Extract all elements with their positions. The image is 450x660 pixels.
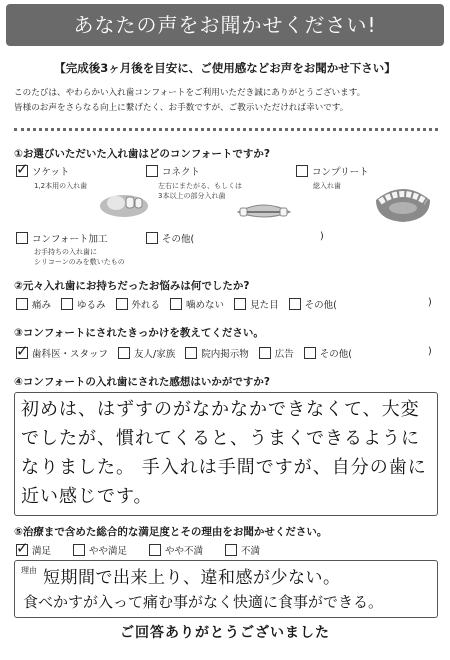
- checkbox[interactable]: [170, 298, 182, 310]
- option-label: 外れる: [131, 300, 161, 311]
- q4-answer-box[interactable]: [14, 392, 438, 516]
- reason-line: 食べかすが入って痛む事がなく快適に食事ができる。: [23, 593, 384, 611]
- checkbox[interactable]: [149, 544, 161, 556]
- dotted-divider: [14, 128, 438, 131]
- answer-line: 近い感じです。: [21, 486, 153, 507]
- checkbox[interactable]: [185, 347, 197, 359]
- checkbox[interactable]: [73, 544, 85, 556]
- option-note: 1,2本用の入れ歯: [34, 182, 88, 190]
- intro-text: [14, 86, 442, 116]
- q1-option-complete[interactable]: [296, 164, 369, 178]
- option-label: その他(: [162, 234, 195, 245]
- option-label: コンフォート加工: [32, 234, 108, 245]
- q3-option[interactable]: [259, 346, 294, 360]
- checkbox-checked[interactable]: [16, 347, 28, 359]
- q5-option[interactable]: [149, 543, 203, 557]
- option-label: やや満足: [89, 546, 128, 557]
- option-label: その他(: [319, 349, 352, 360]
- checkbox[interactable]: [296, 165, 308, 177]
- other-close-paren: ): [320, 231, 324, 242]
- checkbox[interactable]: [116, 298, 128, 310]
- option-label: 見た目: [250, 300, 279, 311]
- option-label: 歯科医・スタッフ: [32, 349, 109, 360]
- option-label: 満足: [32, 546, 52, 557]
- intro-line: 皆様のお声をさらなる向上に繋げたく、お手数ですが、ご教示いただければ幸いです。: [14, 103, 349, 113]
- reason-line: 短期間で出来上り、違和感が少ない。: [43, 568, 341, 588]
- checkbox[interactable]: [304, 347, 316, 359]
- checkbox[interactable]: [146, 232, 158, 244]
- q3-option[interactable]: [185, 346, 249, 360]
- option-label: コネクト: [162, 167, 201, 178]
- checkbox[interactable]: [16, 232, 28, 244]
- checkbox-checked[interactable]: [16, 165, 28, 177]
- footer-thanks: ご回答ありがとうございました: [120, 625, 330, 641]
- q3-option[interactable]: [16, 346, 108, 360]
- option-note: 左右にまたがる、もしくは 3本以上の部分入れ歯: [158, 182, 242, 200]
- checkbox[interactable]: [118, 347, 130, 359]
- q1-title: ①お選びいただいた入れ歯はどのコンフォートですか?: [14, 148, 270, 160]
- q2-options: [16, 297, 337, 311]
- page-header: [6, 4, 444, 46]
- q2-option[interactable]: [234, 297, 279, 311]
- q2-option[interactable]: [116, 297, 161, 311]
- checkbox[interactable]: [146, 165, 158, 177]
- q5-option[interactable]: [225, 543, 260, 557]
- answer-line: 初めは、はずすのがなかなかできなくて、大変: [21, 399, 420, 420]
- q5-options: [16, 543, 260, 557]
- option-label: 友人/家族: [134, 349, 176, 360]
- intro-line: このたびは、やわらかい入れ歯コンフォートをご利用いただき誠にありがとうございます。: [14, 88, 366, 98]
- q3-option[interactable]: [118, 346, 175, 360]
- checkbox[interactable]: [225, 544, 237, 556]
- connect-denture-image: [232, 196, 296, 226]
- subheading: 【完成後3ヶ月後を目安に、ご使用感などお声をお聞かせ下さい】: [54, 61, 396, 75]
- q3-options: [16, 346, 352, 360]
- q2-option[interactable]: [170, 297, 224, 311]
- q5-option[interactable]: [16, 543, 51, 557]
- option-label: コンプリート: [312, 167, 369, 178]
- option-note: 総入れ歯: [313, 182, 341, 190]
- page-title: あなたの声をお聞かせください!: [73, 13, 377, 37]
- q3-title: ③コンフォートにされたきっかけを教えてください。: [14, 327, 264, 339]
- partial-denture-image: [96, 186, 152, 220]
- option-label: 噛めない: [186, 300, 225, 311]
- q1-option-other[interactable]: [146, 231, 194, 245]
- option-label: 痛み: [32, 300, 52, 311]
- q5-option[interactable]: [73, 543, 127, 557]
- q1-option-connect[interactable]: [146, 164, 200, 178]
- answer-line: でしたが、慣れてくると、うまくできるように: [21, 428, 420, 449]
- complete-denture-image: [370, 176, 436, 226]
- other-close-paren: ): [428, 297, 432, 308]
- checkbox[interactable]: [16, 298, 28, 310]
- q5-title: ⑤治療まで含めた総合的な満足度とその理由をお聞かせください。: [14, 526, 328, 538]
- option-label: ソケット: [32, 167, 70, 178]
- checkbox[interactable]: [234, 298, 246, 310]
- option-label: やや不満: [165, 546, 204, 557]
- checkbox[interactable]: [259, 347, 271, 359]
- option-label: その他(: [304, 300, 337, 311]
- q2-option[interactable]: [16, 297, 51, 311]
- q1-option-comfort-processing[interactable]: [16, 231, 108, 245]
- other-close-paren: ): [428, 346, 432, 357]
- checkbox[interactable]: [61, 298, 73, 310]
- option-note: お手持ちの入れ歯に シリコーンのみを敷いたもの: [34, 248, 125, 266]
- q2-title: ②元々入れ歯にお持ちだったお悩みは何でしたか?: [14, 280, 250, 292]
- option-label: 院内掲示物: [201, 349, 249, 360]
- q2-option-other[interactable]: [289, 297, 337, 311]
- answer-line: なりました。 手入れは手間ですが、自分の歯に: [21, 457, 427, 478]
- q4-title: ④コンフォートの入れ歯にされた感想はいかがですか?: [14, 376, 270, 388]
- option-label: ゆるみ: [77, 300, 106, 311]
- q5-reason-box[interactable]: [14, 560, 438, 618]
- option-label: 広告: [274, 349, 294, 360]
- option-label: 不満: [241, 546, 261, 557]
- q3-option-other[interactable]: [304, 346, 352, 360]
- checkbox[interactable]: [289, 298, 301, 310]
- checkbox-checked[interactable]: [16, 544, 28, 556]
- reason-label: 理由: [21, 566, 37, 575]
- q2-option[interactable]: [61, 297, 106, 311]
- q1-option-socket[interactable]: [16, 164, 69, 178]
